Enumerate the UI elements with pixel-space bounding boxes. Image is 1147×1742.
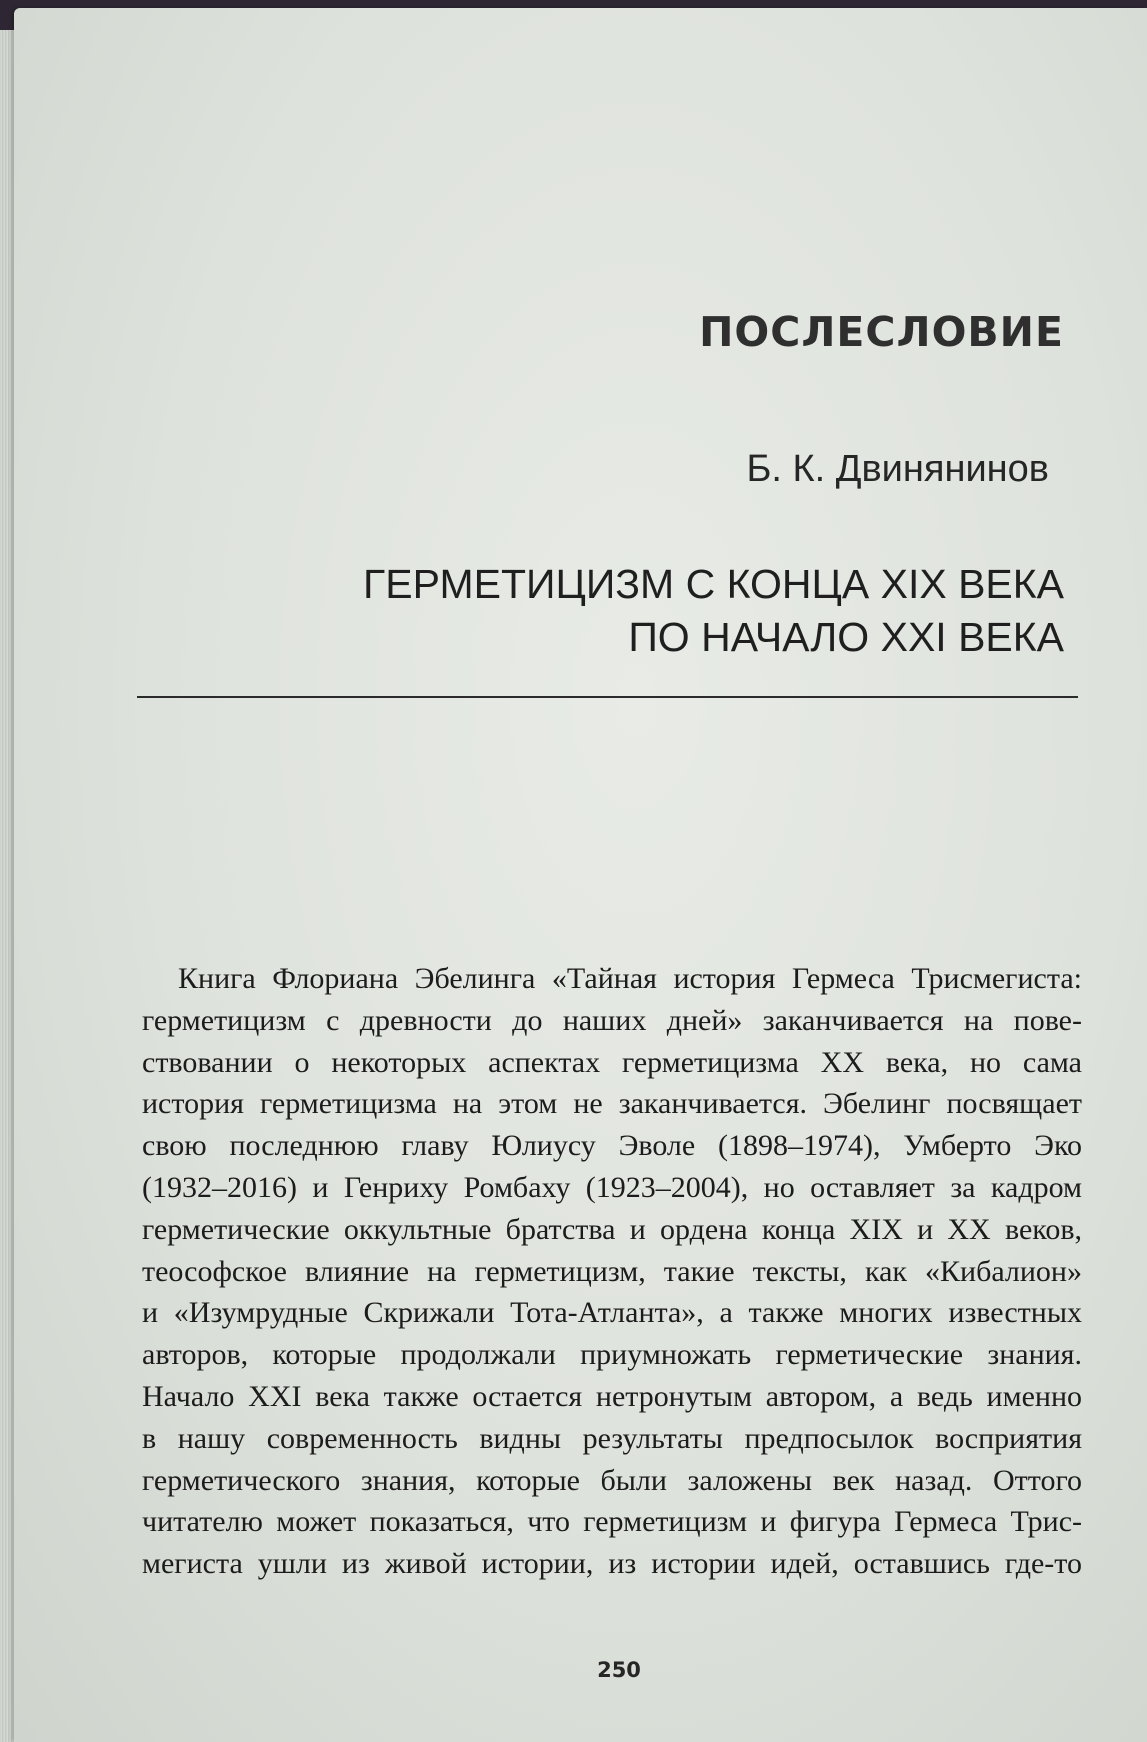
book-page (14, 8, 1147, 1742)
body-line: читателю может показаться, что герметицизм и фигура Гермеса Трис- (142, 1505, 1082, 1539)
body-line: мегиста ушли из живой истории, из истории идей, оставшись где-то (142, 1547, 1082, 1581)
chapter-title-line: ПО НАЧАЛО XXI ВЕКА (628, 614, 1064, 660)
body-line: (1932–2016) и Генриху Ромбаху (1923–2004), но оставляет за кадром (142, 1170, 1082, 1204)
chapter-title (164, 558, 1064, 664)
chapter-label: ПОСЛЕСЛОВИЕ (699, 308, 1064, 356)
body-line: авторов, которые продолжали приумножать герметические знания. (142, 1338, 1082, 1372)
body-line: Начало XXI века также остается нетронутым автором, а ведь именно (142, 1379, 1082, 1413)
title-divider (137, 696, 1078, 698)
body-line: теософское влияние на герметицизм, такие тексты, как «Кибалион» (142, 1254, 1082, 1288)
body-line: ствовании о некоторых аспектах герметицизма XX века, но сама (142, 1045, 1082, 1079)
body-line: история герметицизма на этом не заканчивается. Эбелинг посвящает (142, 1087, 1082, 1121)
page-number: 250 (597, 1658, 641, 1682)
body-line: герметицизм с древности до наших дней» заканчивается на пове- (142, 1003, 1082, 1037)
body-paragraph (142, 958, 1082, 1585)
body-line: герметические оккультные братства и ордена конца XIX и XX веков, (142, 1212, 1082, 1246)
body-line: и «Изумрудные Скрижали Тота-Атланта», а также многих известных (142, 1296, 1082, 1330)
chapter-title-line: ГЕРМЕТИЦИЗМ С КОНЦА XIX ВЕКА (363, 561, 1064, 607)
body-line: свою последнюю главу Юлиусу Эволе (1898–1974), Умберто Эко (142, 1129, 1082, 1163)
body-line: герметического знания, которые были заложены век назад. Оттого (142, 1463, 1082, 1497)
author-name: Б. К. Двинянинов (746, 448, 1049, 490)
body-line: в нашу современность видны результаты предпосылок восприятия (142, 1421, 1082, 1455)
body-line: Книга Флориана Эбелинга «Тайная история Гермеса Трисмегиста: (178, 962, 1082, 995)
